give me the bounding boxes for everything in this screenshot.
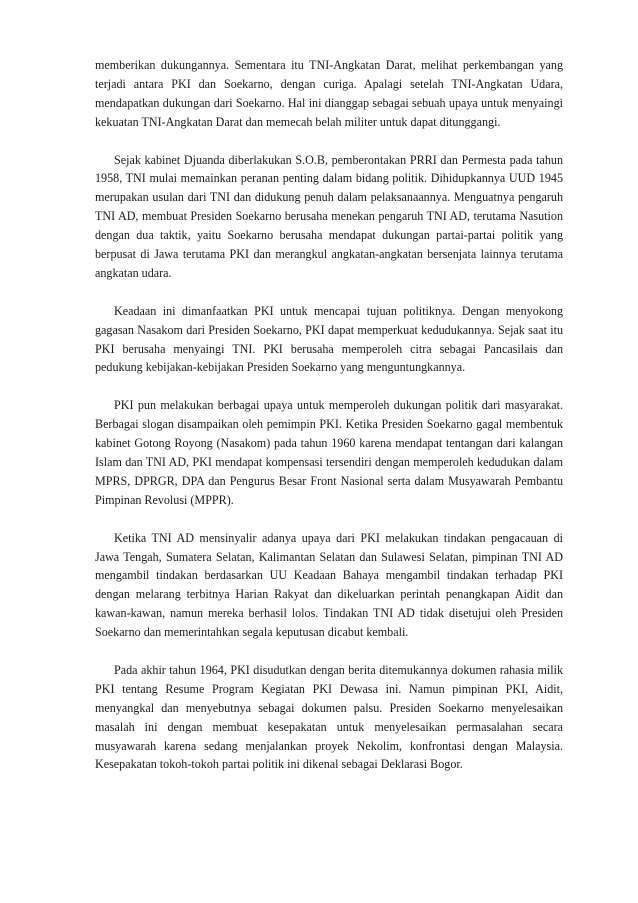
paragraph-kabinet-djuanda: Sejak kabinet Djuanda diberlakukan S.O.B, pemberontakan PRRI dan Permesta pada tahun 1958, TNI mulai memainkan peranan penting dalam bidang politik. Dihidupkannya UUD 1945 merupakan usulan dari TNI dan didukung penuh dalam pelaksanaannya. Menguatnya pengaruh TNI AD, membuat Presiden Soekarno berusaha menekan pengaruh TNI AD, terutama Nasution dengan dua taktik, yaitu Soekarno berusaha mendapat dukungan partai-partai politik yang berpusat di Jawa terutama PKI dan merangkul angkatan-angkatan bersenjata lainnya terutama angkatan udara. (95, 152, 563, 280)
paragraph-dukungan-politik: PKI pun melakukan berbagai upaya untuk memperoleh dukungan politik dari masyarakat. Berbagai slogan disampaikan oleh pemimpin PKI. Ketika Presiden Soekarno gagal membentuk kabinet Gotong Royong (Nasakom) pada tahun 1960 karena mendapat tentangan dari kalangan Islam dan TNI AD, PKI mendapat kompensasi tersendiri dengan memperoleh kedudukan dalam MPRS, DPRGR, DPA dan Pengurus Besar Front Nasional serta dalam Musyawarah Pembantu Pimpinan Revolusi (MPPR). (95, 398, 563, 507)
paragraph-pengacauan: Ketika TNI AD mensinyalir adanya upaya dari PKI melakukan tindakan pengacauan di Jawa Tengah, Sumatera Selatan, Kalimantan Selatan dan Sulawesi Selatan, pimpinan TNI AD mengambil tindakan berdasarkan UU Keadaan Bahaya mengambil tindakan terhadap PKI dengan melarang terbitnya Harian Rakyat dan dikeluarkan perintah penangkapan Aidit dan kawan-kawan, namun mereka berhasil lolos. Tindakan TNI AD tidak disetujui oleh Presiden Soekarno dan memerintahkan segala keputusan dicabut kembali. (95, 530, 563, 640)
paragraph-deklarasi-bogor: Pada akhir tahun 1964, PKI disudutkan dengan berita ditemukannya dokumen rahasia milik PKI tentang Resume Program Kegiatan PKI Dewasa ini. Namun pimpinan PKI, Aidit, menyangkal dan menyebutnya sebagai dokumen palsu. Presiden Soekarno menyelesaikan masalah ini dengan membuat kesepakatan untuk menyelesaikan permasalahan secara musyawarah karena sedang menjalankan proyek Nekolim, konfrontasi dengan Malaysia. Kesepakatan tokoh-tokoh partai politik ini dikenal sebagai Deklarasi Bogor. (95, 662, 563, 772)
paragraph-continuation: memberikan dukungannya. Sementara itu TNI-Angkatan Darat, melihat perkembangan yang terjadi antara PKI dan Soekarno, dengan curiga. Apalagi setelah TNI-Angkatan Udara, mendapatkan dukungan dari Soekarno. Hal ini dianggap sebagai sebuah upaya untuk menyaingi kekuatan TNI-Angkatan Darat dan memecah belah militer untuk dapat ditunggangi. (95, 58, 563, 129)
document-page (95, 56, 563, 793)
paragraph-nasakom: Keadaan ini dimanfaatkan PKI untuk mencapai tujuan politiknya. Dengan menyokong gagasan Nasakom dari Presiden Soekarno, PKI dapat memperkuat kedudukannya. Sejak saat itu PKI berusaha menyaingi TNI. PKI berusaha memperoleh citra sebagai Pancasilais dan pedukung kebijakan-kebijakan Presiden Soekarno yang menguntungkannya. (95, 303, 563, 375)
